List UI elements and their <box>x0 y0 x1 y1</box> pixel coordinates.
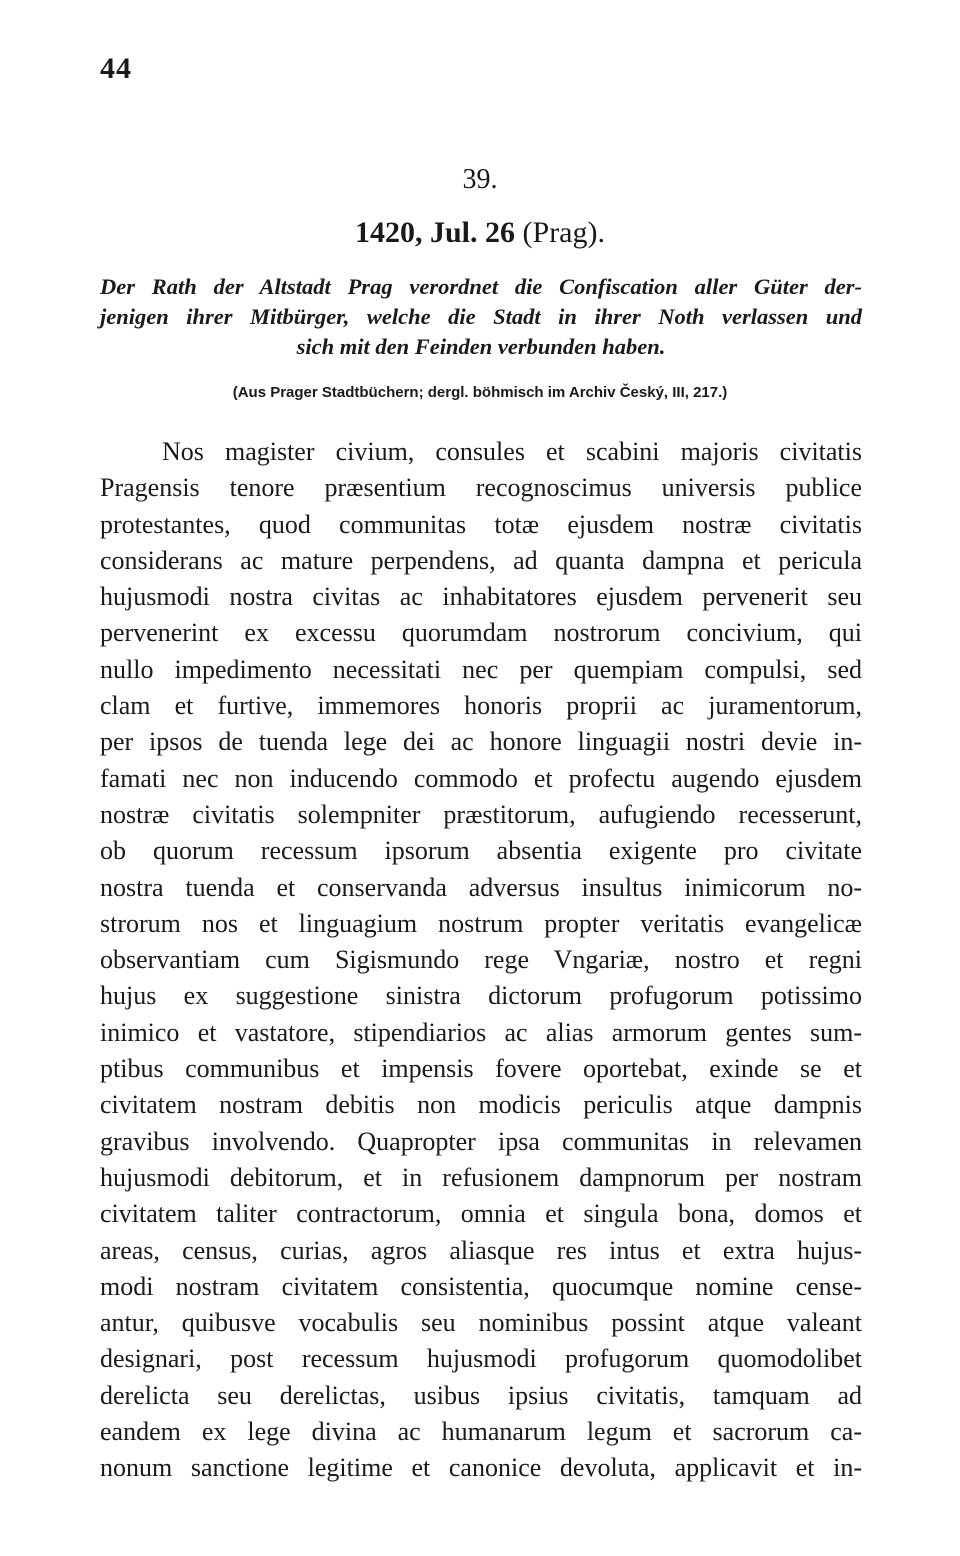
body-line: observantiam cum Sigismundo rege Vngariæ, nostro et regni <box>100 945 862 975</box>
body-line: areas, census, curias, agros aliasque res intus et extra hujus- <box>100 1235 862 1265</box>
page-number: 44 <box>100 52 132 85</box>
body-line: Pragensis tenore præsentium recognoscimus universis publice <box>100 473 862 503</box>
body-line: nostra tuenda et conservanda adversus insultus inimicorum no- <box>100 872 862 902</box>
body-line: eandem ex lege divina ac humanarum legum et sacrorum ca- <box>100 1417 862 1447</box>
body-line: Nos magister civium, consules et scabini majoris civitatis <box>162 437 862 466</box>
body-line: hujusmodi nostra civitas ac inhabitatores ejusdem pervenerit seu <box>100 582 862 612</box>
body-line: hujusmodi debitorum, et in refusionem dampnorum per nostram <box>100 1162 862 1192</box>
document-number: 39. <box>462 164 498 195</box>
body-line: designari, post recessum hujusmodi profugorum quomodolibet <box>100 1344 862 1374</box>
body-line: gravibus involvendo. Quapropter ipsa communitas in relevamen <box>100 1126 862 1156</box>
body-line: antur, quibusve vocabulis seu nominibus possint atque valeant <box>100 1308 862 1338</box>
body-line: pervenerint ex excessu quorumdam nostrorum concivium, qui <box>100 618 862 648</box>
body-line: nullo impedimento necessitati nec per quempiam compulsi, sed <box>100 654 862 684</box>
body-line: per ipsos de tuenda lege dei ac honore linguagii nostri devie in- <box>100 727 862 757</box>
regest-line: Der Rath der Altstadt Prag verordnet die Confiscation aller Güter der- <box>100 274 862 299</box>
body-line: considerans ac mature perpendens, ad quanta dampna et pericula <box>100 545 862 575</box>
date-place: (Prag). <box>522 216 605 249</box>
body-line: inimico et vastatore, stipendiarios ac alias armorum gentes sum- <box>100 1017 862 1047</box>
body-line: ptibus communibus et impensis fovere oportebat, exinde se et <box>100 1054 862 1084</box>
regest-summary <box>100 272 862 362</box>
body-line: civitatem nostram debitis non modicis periculis atque dampnis <box>100 1090 862 1120</box>
body-line: famati nec non inducendo commodo et profectu augendo ejusdem <box>100 763 862 793</box>
regest-line: jenigen ihrer Mitbürger, welche die Stadt in ihrer Noth verlassen und <box>100 304 862 329</box>
date-main: 1420, Jul. 26 <box>354 216 516 249</box>
body-line: hujus ex suggestione sinistra dictorum profugorum potissimo <box>100 981 862 1011</box>
body-line: modi nostram civitatem consistentia, quocumque nomine cense- <box>100 1271 862 1301</box>
body-line: ob quorum recessum ipsorum absentia exigente pro civitate <box>100 836 862 866</box>
regest-line: sich mit den Feinden verbunden haben. <box>296 334 666 359</box>
body-line: nonum sanctione legitime et canonice devoluta, applicavit et in- <box>100 1453 862 1483</box>
body-line: derelicta seu derelictas, usibus ipsius civitatis, tamquam ad <box>100 1380 862 1410</box>
body-line: nostræ civitatis solempniter præstitorum, aufugiendo recesserunt, <box>100 799 862 829</box>
body-line: clam et furtive, immemores honoris proprii ac juramentorum, <box>100 691 862 721</box>
date-heading <box>0 216 960 250</box>
document-body <box>100 434 862 1487</box>
body-line: civitatem taliter contractorum, omnia et singula bona, domos et <box>100 1199 862 1229</box>
source-note: (Aus Prager Stadtbüchern; dergl. böhmisch im Archiv Český, III, 217.) <box>232 384 728 401</box>
body-line: strorum nos et linguagium nostrum propter veritatis evangelicæ <box>100 908 862 938</box>
body-line: protestantes, quod communitas totæ ejusdem nostræ civitatis <box>100 509 862 539</box>
